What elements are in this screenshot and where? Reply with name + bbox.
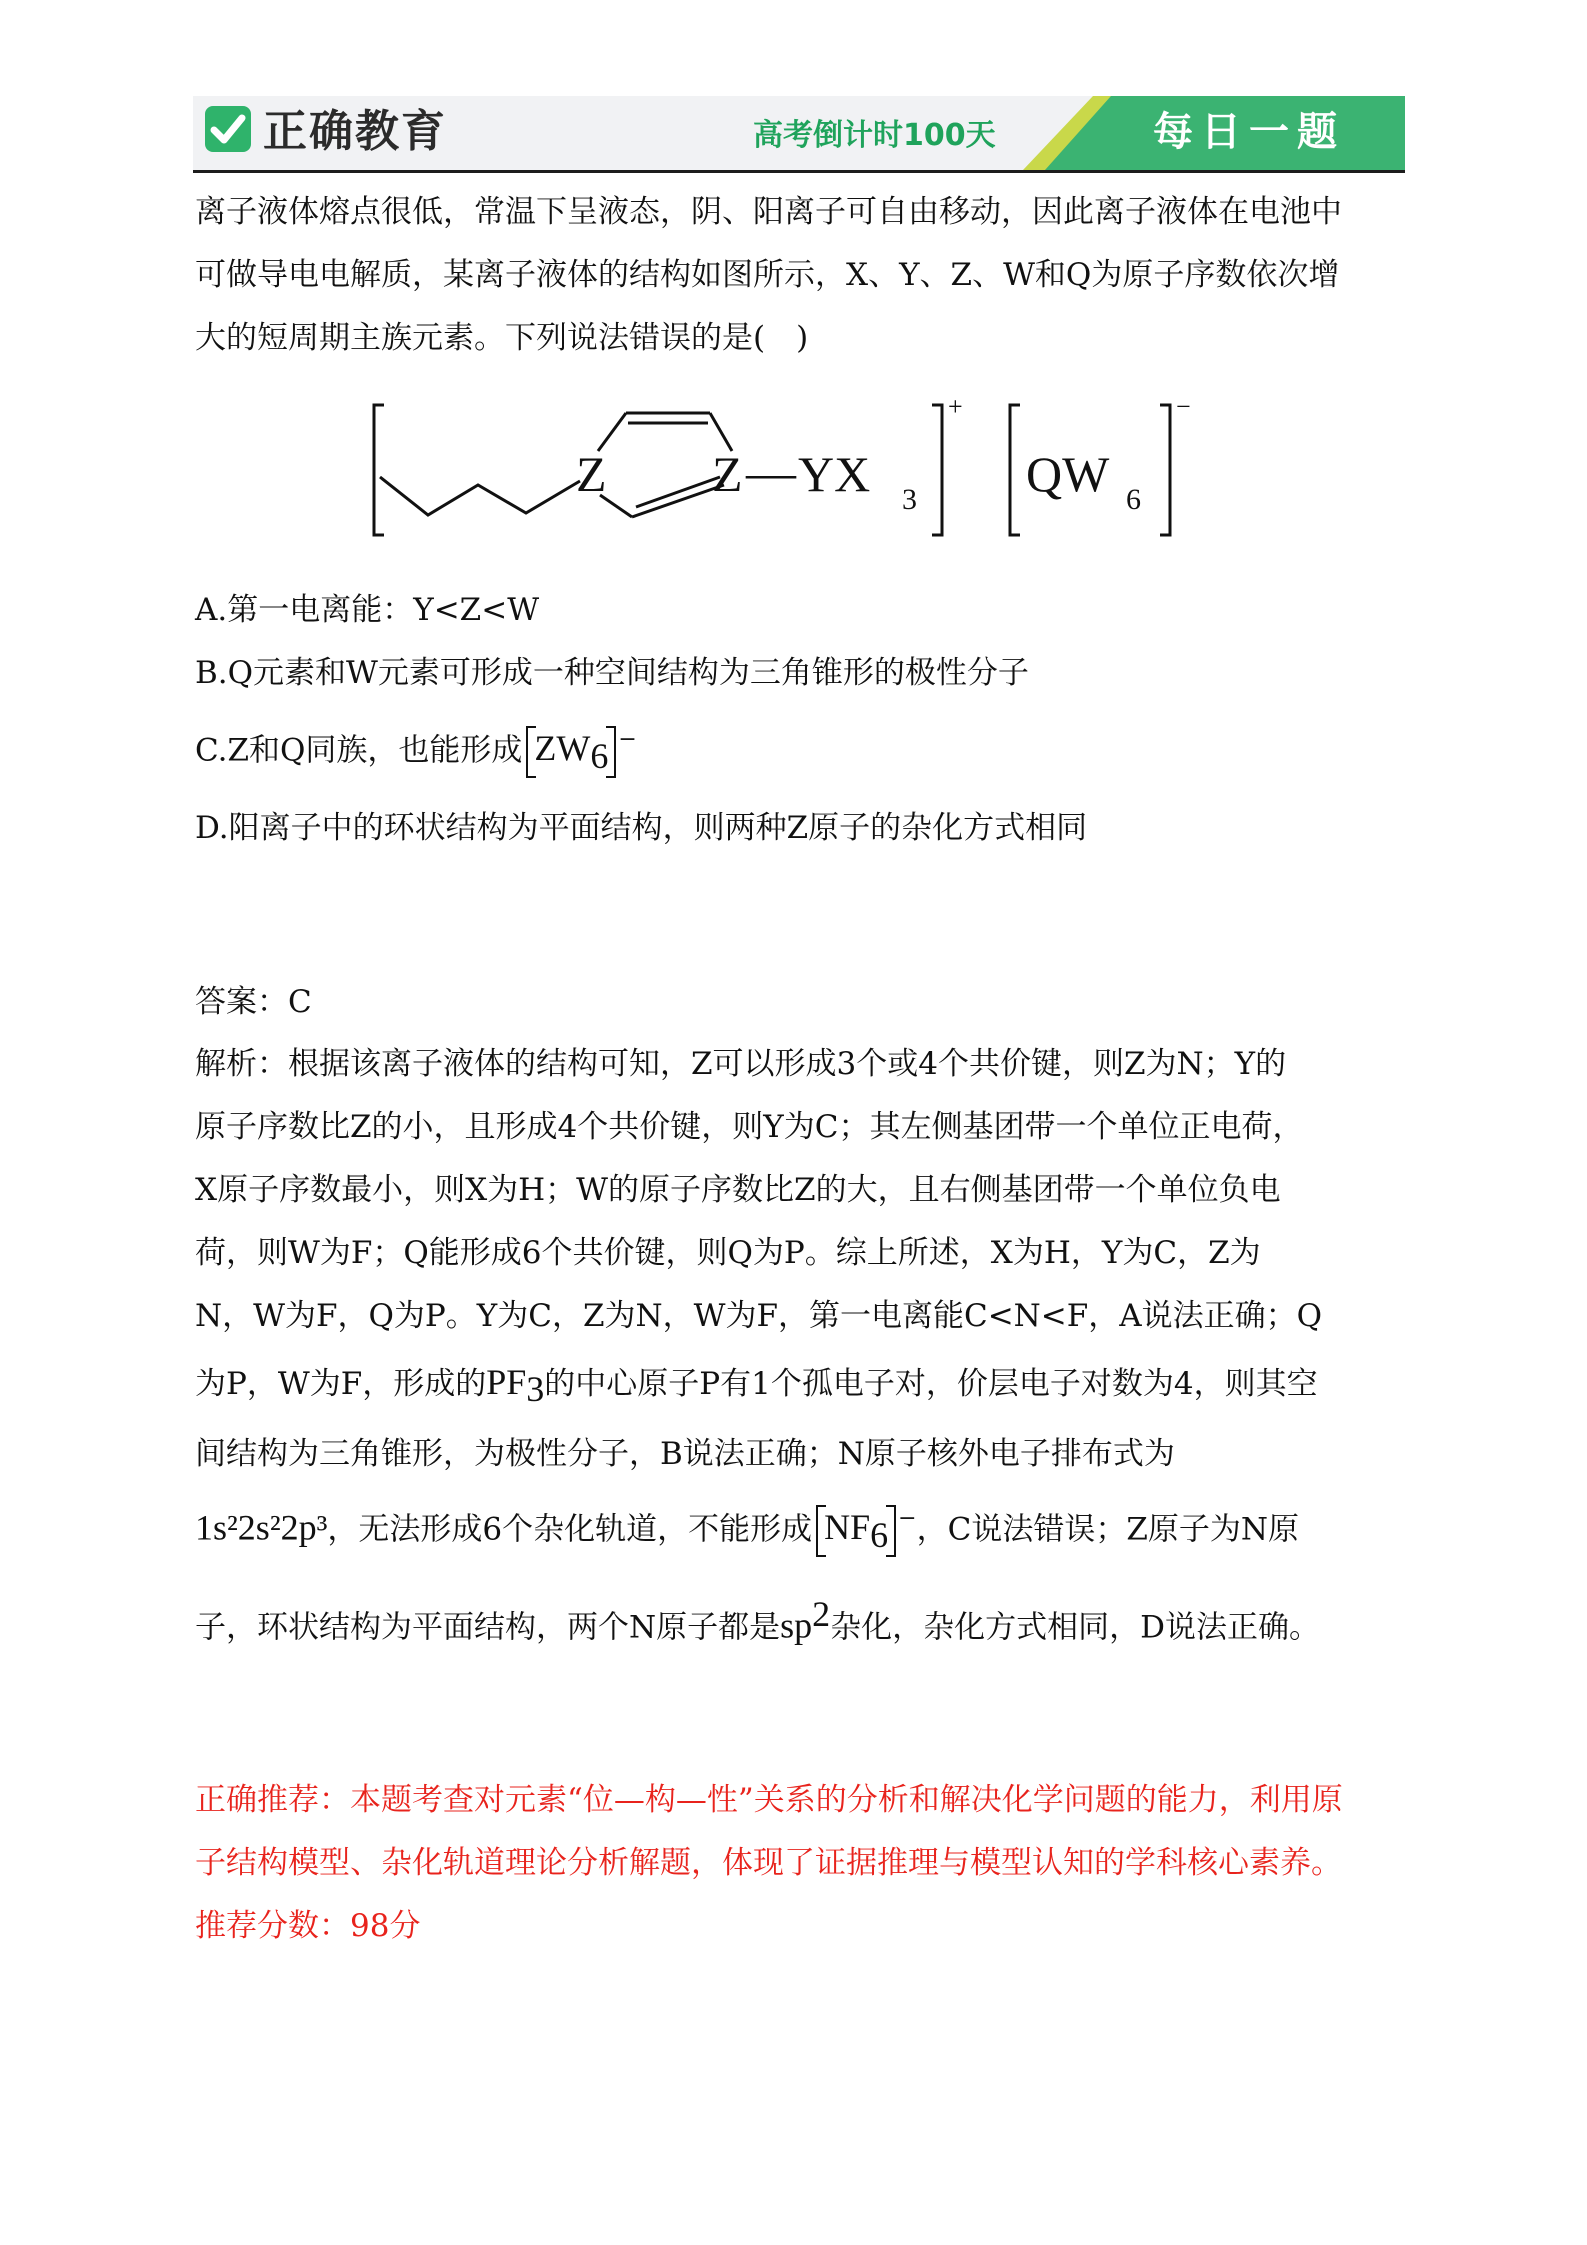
analysis-text: ，C说法错误；Z原子为N原 (916, 1511, 1299, 1548)
pf3-formula: PF (486, 1362, 527, 1402)
option-c (195, 726, 637, 778)
analysis-text: 杂化，杂化方式相同，D说法正确。 (830, 1609, 1320, 1646)
analysis-line (195, 1592, 1320, 1649)
anion-subscript: 6 (1126, 483, 1141, 516)
analysis-line: N，W为F，Q为P。Y为C，Z为N，W为F，第一电离能C<N<F，A说法正确；Q (195, 1298, 1323, 1334)
sp2-superscript: 2 (812, 1594, 831, 1634)
ring-atom-z2: Z (712, 446, 743, 502)
electron-configuration: 1s²2s²2p³ (195, 1507, 328, 1548)
question-stem (195, 181, 1415, 370)
brand-name: 正确教育 (263, 106, 447, 157)
analysis-text: 的中心原子P有1个孤电子对，价层电子对数为4，则其空 (544, 1366, 1318, 1402)
analysis-line: X原子序数最小，则X为H；W的原子序数比Z的大，且右侧基团带一个单位负电 (195, 1172, 1281, 1208)
analysis-text: 子，环状结构为平面结构，两个N原子都是 (195, 1609, 781, 1646)
anion-qw: QW (1026, 446, 1110, 502)
question-line: 大的短周期主族元素。下列说法错误的是( ) (195, 320, 809, 356)
group-subscript: 3 (902, 483, 917, 516)
question-line: 离子液体熔点很低，常温下呈液态，阴、阳离子可自由移动，因此离子液体在电池中 (195, 194, 1342, 230)
sp2-label: sp (780, 1605, 813, 1646)
question-line: 可做导电电解质，某离子液体的结构如图所示，X、Y、Z、W和Q为原子序数依次增 (195, 257, 1340, 293)
nf6-charge: − (898, 1506, 917, 1531)
ring-atom-z1: Z (576, 446, 607, 502)
zw6-formula: ZW (534, 728, 591, 768)
recommend-score: 推荐分数：98分 (195, 1908, 421, 1944)
answer-line: 答案：C (195, 984, 312, 1020)
nf6-formula: NF (824, 1507, 871, 1547)
option-d: D.阳离子中的环状结构为平面结构，则两种Z原子的杂化方式相同 (195, 810, 1088, 846)
nf6-subscript: 6 (870, 1514, 889, 1555)
analysis-line (195, 1360, 1318, 1411)
nf6-ion (816, 1505, 896, 1557)
countdown-text: 高考倒计时100天 (753, 118, 996, 153)
option-a: A.第一电离能：Y<Z<W (195, 592, 540, 628)
checkmark-icon (205, 106, 251, 152)
zw6-charge: − (618, 727, 637, 752)
analysis-line: 间结构为三角锥形，为极性分子，B说法正确；N原子核外电子排布式为 (195, 1436, 1175, 1472)
bond-dash: — (746, 444, 796, 500)
cation-charge: + (948, 392, 963, 421)
option-b: B.Q元素和W元素可形成一种空间结构为三角锥形的极性分子 (195, 655, 1029, 691)
recommend-line: 子结构模型、杂化轨道理论分析解题，体现了证据推理与模型认知的学科核心素养。 (195, 1845, 1342, 1881)
analysis-text: ，无法形成6个杂化轨道，不能形成 (327, 1511, 813, 1548)
analysis-line (195, 1505, 1299, 1557)
anion-charge: − (1176, 392, 1191, 421)
analysis-line: 解析：根据该离子液体的结构可知，Z可以形成3个或4个共价键，则Z为N；Y的 (195, 1046, 1287, 1082)
analysis-line: 荷，则W为F；Q能形成6个共价键，则Q为P。综上所述，X为H，Y为C，Z为 (195, 1235, 1261, 1271)
ionic-liquid-structure (370, 385, 1210, 555)
option-c-text: C.Z和Q同族，也能形成 (195, 732, 523, 769)
group-yx: YX (798, 446, 871, 502)
recommend-line: 正确推荐：本题考查对元素“位—构—性”关系的分析和解决化学问题的能力，利用原 (195, 1782, 1343, 1818)
analysis-text: 为P，W为F，形成的 (195, 1366, 487, 1402)
zw6-ion (526, 726, 616, 778)
header-rule (193, 170, 1405, 173)
daily-question-label: 每日一题 (1153, 109, 1345, 155)
analysis-line: 原子序数比Z的小，且形成4个共价键，则Y为C；其左侧基团带一个单位正电荷， (195, 1109, 1304, 1145)
pf3-subscript: 3 (526, 1369, 545, 1410)
zw6-subscript: 6 (590, 735, 609, 776)
header-banner (193, 96, 1405, 170)
